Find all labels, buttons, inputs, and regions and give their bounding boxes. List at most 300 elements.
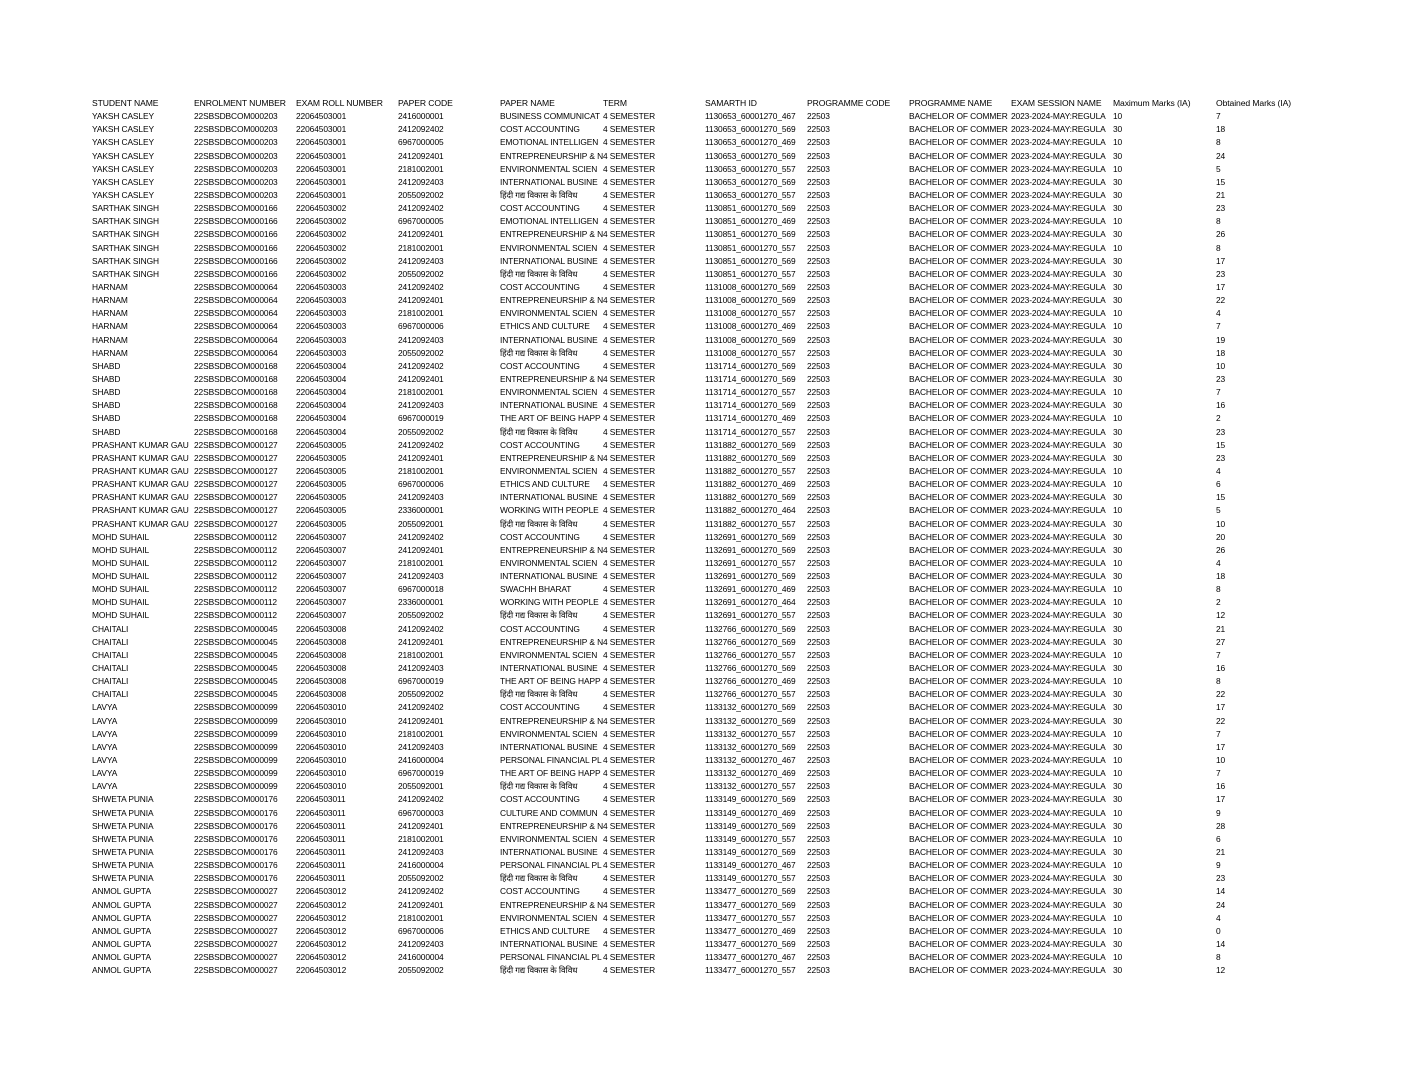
paper-name-cell: ENVIRONMENTAL SCIEN xyxy=(500,728,598,739)
programme-code-cell: 22503 xyxy=(807,925,830,936)
samarth-id-cell: 1131882_60001270_569 xyxy=(705,492,796,503)
paper-code-cell: 2181002001 xyxy=(398,649,444,660)
maximum-marks-cell: 30 xyxy=(1113,295,1123,306)
obtained-marks-cell: 24 xyxy=(1216,150,1226,161)
maximum-marks-cell: 30 xyxy=(1113,886,1123,897)
term-cell: 4 SEMESTER xyxy=(603,426,656,437)
obtained-marks-cell: 18 xyxy=(1216,571,1226,582)
maximum-marks-cell: 10 xyxy=(1113,111,1123,122)
programme-code-cell: 22503 xyxy=(807,137,830,148)
programme-code-cell: 22503 xyxy=(807,610,830,621)
enrolment-number-cell: 22SBSDBCOM000112 xyxy=(194,597,277,608)
obtained-marks-cell: 18 xyxy=(1216,347,1226,358)
paper-code-cell: 2181002001 xyxy=(398,387,444,398)
programme-name-cell: BACHELOR OF COMMER xyxy=(909,216,1008,227)
exam-roll-number-cell: 22064503011 xyxy=(296,794,346,805)
term-cell: 4 SEMESTER xyxy=(603,965,656,976)
paper-name-cell: COST ACCOUNTING xyxy=(500,531,580,542)
paper-code-cell: 2181002001 xyxy=(398,242,444,253)
enrolment-number-cell: 22SBSDBCOM000064 xyxy=(194,295,278,306)
exam-session-cell: 2023-2024-MAY:REGULA xyxy=(1011,623,1106,634)
exam-roll-number-cell: 22064503002 xyxy=(296,216,347,227)
student-name-cell: SHABD xyxy=(92,400,121,411)
programme-code-cell: 22503 xyxy=(807,584,830,595)
programme-name-cell: BACHELOR OF COMMER xyxy=(909,939,1008,949)
maximum-marks-cell: 10 xyxy=(1113,163,1123,174)
samarth-id-cell: 1130851_60001270_557 xyxy=(705,268,796,279)
paper-name-cell: INTERNATIONAL BUSINE xyxy=(500,334,598,345)
paper-code-cell: 2055092002 xyxy=(398,268,444,279)
paper-name-cell: INTERNATIONAL BUSINE xyxy=(500,741,598,752)
obtained-marks-cell: 7 xyxy=(1216,649,1221,660)
enrolment-number-cell: 22SBSDBCOM000112 xyxy=(194,610,277,621)
obtained-marks-cell: 4 xyxy=(1216,912,1221,923)
enrolment-number-cell: 22SBSDBCOM000027 xyxy=(194,925,278,936)
paper-name-cell: ENVIRONMENTAL SCIEN xyxy=(500,833,598,844)
enrolment-number-cell: 22SBSDBCOM000203 xyxy=(194,124,278,135)
enrolment-number-cell: 22SBSDBCOM000099 xyxy=(194,702,278,713)
paper-code-cell: 6967000019 xyxy=(398,676,444,687)
paper-code-cell: 2412092403 xyxy=(398,939,444,949)
programme-code-cell: 22503 xyxy=(807,952,830,963)
column-header: PAPER CODE xyxy=(398,98,453,108)
obtained-marks-cell: 15 xyxy=(1216,492,1226,503)
programme-code-cell: 22503 xyxy=(807,768,830,779)
maximum-marks-cell: 10 xyxy=(1113,860,1123,871)
exam-session-cell: 2023-2024-MAY:REGULA xyxy=(1011,268,1106,279)
paper-name-cell: ENTREPRENEURSHIP & N xyxy=(500,715,603,726)
exam-roll-number-cell: 22064503010 xyxy=(296,741,347,752)
paper-code-cell: 2412092401 xyxy=(398,229,444,240)
exam-session-cell: 2023-2024-MAY:REGULA xyxy=(1011,439,1106,450)
programme-code-cell: 22503 xyxy=(807,557,830,568)
obtained-marks-cell: 22 xyxy=(1216,295,1226,306)
samarth-id-cell: 1133477_60001270_569 xyxy=(705,886,796,897)
paper-code-cell: 6967000003 xyxy=(398,807,444,818)
exam-session-cell: 2023-2024-MAY:REGULA xyxy=(1011,426,1106,437)
enrolment-number-cell: 22SBSDBCOM000127 xyxy=(194,479,278,490)
enrolment-number-cell: 22SBSDBCOM000203 xyxy=(194,111,278,122)
term-cell: 4 SEMESTER xyxy=(603,663,656,674)
samarth-id-cell: 1132691_60001270_557 xyxy=(705,610,796,621)
samarth-id-cell: 1133132_60001270_569 xyxy=(705,741,796,752)
term-cell: 4 SEMESTER xyxy=(603,439,656,450)
paper-code-cell: 2412092401 xyxy=(398,715,444,726)
programme-code-cell: 22503 xyxy=(807,387,830,398)
samarth-id-cell: 1131882_60001270_469 xyxy=(705,479,796,490)
student-name-cell: SARTHAK SINGH xyxy=(92,268,159,279)
obtained-marks-cell: 10 xyxy=(1216,755,1226,766)
enrolment-number-cell: 22SBSDBCOM000203 xyxy=(194,137,278,148)
exam-session-cell: 2023-2024-MAY:REGULA xyxy=(1011,584,1106,595)
column-header: Obtained Marks (IA) xyxy=(1216,98,1291,108)
exam-roll-number-cell: 22064503012 xyxy=(296,965,347,976)
paper-name-cell: ENTREPRENEURSHIP & N xyxy=(500,150,603,161)
programme-code-cell: 22503 xyxy=(807,886,830,897)
programme-name-cell: BACHELOR OF COMMER xyxy=(909,255,1008,266)
student-name-cell: LAVYA xyxy=(92,768,118,779)
maximum-marks-cell: 30 xyxy=(1113,426,1123,437)
student-name-cell: LAVYA xyxy=(92,741,118,752)
maximum-marks-cell: 10 xyxy=(1113,242,1123,253)
enrolment-number-cell: 22SBSDBCOM000168 xyxy=(194,360,278,371)
exam-roll-number-cell: 22064503012 xyxy=(296,899,347,910)
maximum-marks-cell: 10 xyxy=(1113,676,1123,687)
exam-session-cell: 2023-2024-MAY:REGULA xyxy=(1011,965,1106,976)
exam-roll-number-cell: 22064503011 xyxy=(296,847,346,858)
enrolment-number-cell: 22SBSDBCOM000176 xyxy=(194,820,278,831)
exam-session-cell: 2023-2024-MAY:REGULA xyxy=(1011,387,1106,398)
exam-session-cell: 2023-2024-MAY:REGULA xyxy=(1011,925,1106,936)
obtained-marks-cell: 10 xyxy=(1216,518,1226,529)
exam-roll-number-cell: 22064503007 xyxy=(296,544,347,555)
exam-roll-number-cell: 22064503011 xyxy=(296,860,346,871)
samarth-id-cell: 1132766_60001270_569 xyxy=(705,663,796,674)
programme-name-cell: BACHELOR OF COMMER xyxy=(909,649,1008,660)
exam-session-cell: 2023-2024-MAY:REGULA xyxy=(1011,479,1106,490)
term-cell: 4 SEMESTER xyxy=(603,741,656,752)
maximum-marks-cell: 30 xyxy=(1113,873,1123,884)
paper-name-cell: BUSINESS COMMUNICAT xyxy=(500,111,600,122)
maximum-marks-cell: 30 xyxy=(1113,400,1123,411)
paper-name-cell: COST ACCOUNTING xyxy=(500,281,580,292)
obtained-marks-cell: 23 xyxy=(1216,268,1226,279)
programme-code-cell: 22503 xyxy=(807,807,830,818)
student-name-cell: YAKSH CASLEY xyxy=(92,163,154,174)
programme-code-cell: 22503 xyxy=(807,308,830,319)
exam-session-cell: 2023-2024-MAY:REGULA xyxy=(1011,899,1106,910)
student-name-cell: HARNAM xyxy=(92,321,128,332)
student-name-cell: ANMOL GUPTA xyxy=(92,925,151,936)
term-cell: 4 SEMESTER xyxy=(603,820,656,831)
exam-roll-number-cell: 22064503008 xyxy=(296,663,347,674)
samarth-id-cell: 1131008_60001270_569 xyxy=(705,334,796,345)
programme-name-cell: BACHELOR OF COMMER xyxy=(909,334,1008,345)
enrolment-number-cell: 22SBSDBCOM000176 xyxy=(194,873,278,884)
paper-code-cell: 2181002001 xyxy=(398,308,444,319)
exam-session-cell: 2023-2024-MAY:REGULA xyxy=(1011,768,1106,779)
obtained-marks-cell: 8 xyxy=(1216,137,1221,148)
programme-name-cell: BACHELOR OF COMMER xyxy=(909,452,1008,463)
programme-code-cell: 22503 xyxy=(807,373,830,384)
exam-session-cell: 2023-2024-MAY:REGULA xyxy=(1011,295,1106,306)
maximum-marks-cell: 30 xyxy=(1113,176,1123,187)
column-header: Maximum Marks (IA) xyxy=(1113,98,1191,108)
programme-code-cell: 22503 xyxy=(807,847,830,858)
paper-code-cell: 2055092001 xyxy=(398,518,444,529)
programme-code-cell: 22503 xyxy=(807,873,830,884)
enrolment-number-cell: 22SBSDBCOM000099 xyxy=(194,768,278,779)
exam-roll-number-cell: 22064503003 xyxy=(296,281,347,292)
samarth-id-cell: 1131008_60001270_469 xyxy=(705,321,796,332)
student-name-cell: CHAITALI xyxy=(92,663,129,674)
obtained-marks-cell: 7 xyxy=(1216,321,1221,332)
term-cell: 4 SEMESTER xyxy=(603,400,656,411)
paper-code-cell: 2416000004 xyxy=(398,860,444,871)
term-cell: 4 SEMESTER xyxy=(603,295,656,306)
programme-name-cell: BACHELOR OF COMMER xyxy=(909,557,1008,568)
programme-code-cell: 22503 xyxy=(807,820,830,831)
term-cell: 4 SEMESTER xyxy=(603,912,656,923)
student-name-cell: SHWETA PUNIA xyxy=(92,833,154,844)
programme-code-cell: 22503 xyxy=(807,728,830,739)
maximum-marks-cell: 30 xyxy=(1113,492,1123,503)
exam-session-cell: 2023-2024-MAY:REGULA xyxy=(1011,216,1106,227)
paper-code-cell: 2412092403 xyxy=(398,663,444,674)
term-cell: 4 SEMESTER xyxy=(603,952,656,963)
samarth-id-cell: 1133477_60001270_569 xyxy=(705,899,796,910)
samarth-id-cell: 1130851_60001270_557 xyxy=(705,242,796,253)
student-name-cell: YAKSH CASLEY xyxy=(92,124,154,135)
exam-session-cell: 2023-2024-MAY:REGULA xyxy=(1011,400,1106,411)
exam-session-cell: 2023-2024-MAY:REGULA xyxy=(1011,728,1106,739)
paper-name-cell: ENVIRONMENTAL SCIEN xyxy=(500,387,598,398)
obtained-marks-cell: 2 xyxy=(1216,597,1221,608)
paper-name-cell: INTERNATIONAL BUSINE xyxy=(500,663,598,674)
enrolment-number-cell: 22SBSDBCOM000176 xyxy=(194,794,278,805)
obtained-marks-cell: 16 xyxy=(1216,400,1226,411)
enrolment-number-cell: 22SBSDBCOM000064 xyxy=(194,281,278,292)
enrolment-number-cell: 22SBSDBCOM000027 xyxy=(194,952,278,963)
term-cell: 4 SEMESTER xyxy=(603,373,656,384)
maximum-marks-cell: 10 xyxy=(1113,649,1123,660)
programme-code-cell: 22503 xyxy=(807,268,830,279)
samarth-id-cell: 1132691_60001270_569 xyxy=(705,571,796,582)
exam-roll-number-cell: 22064503010 xyxy=(296,755,347,766)
student-name-cell: SHWETA PUNIA xyxy=(92,847,154,858)
student-name-cell: HARNAM xyxy=(92,281,128,292)
exam-roll-number-cell: 22064503010 xyxy=(296,728,347,739)
exam-session-cell: 2023-2024-MAY:REGULA xyxy=(1011,741,1106,752)
paper-code-cell: 2412092401 xyxy=(398,820,444,831)
exam-roll-number-cell: 22064503010 xyxy=(296,781,347,792)
maximum-marks-cell: 30 xyxy=(1113,360,1123,371)
obtained-marks-cell: 0 xyxy=(1216,925,1221,936)
paper-name-cell: ENTREPRENEURSHIP & N xyxy=(500,636,603,647)
exam-roll-number-cell: 22064503012 xyxy=(296,925,347,936)
programme-name-cell: BACHELOR OF COMMER xyxy=(909,465,1008,476)
maximum-marks-cell: 30 xyxy=(1113,636,1123,647)
term-cell: 4 SEMESTER xyxy=(603,755,656,766)
samarth-id-cell: 1132691_60001270_464 xyxy=(705,597,796,608)
programme-name-cell: BACHELOR OF COMMER xyxy=(909,360,1008,371)
paper-code-cell: 2181002001 xyxy=(398,728,444,739)
paper-code-cell: 2412092401 xyxy=(398,452,444,463)
obtained-marks-cell: 9 xyxy=(1216,807,1221,818)
paper-code-cell: 2055092002 xyxy=(398,873,444,884)
paper-code-cell: 2416000004 xyxy=(398,755,444,766)
exam-session-cell: 2023-2024-MAY:REGULA xyxy=(1011,452,1106,463)
obtained-marks-cell: 23 xyxy=(1216,203,1226,214)
column-header: ENROLMENT NUMBER xyxy=(194,98,286,108)
exam-session-cell: 2023-2024-MAY:REGULA xyxy=(1011,649,1106,660)
enrolment-number-cell: 22SBSDBCOM000099 xyxy=(194,755,278,766)
enrolment-number-cell: 22SBSDBCOM000127 xyxy=(194,465,278,476)
term-cell: 4 SEMESTER xyxy=(603,768,656,779)
student-name-cell: SHWETA PUNIA xyxy=(92,860,154,871)
paper-name-cell: COST ACCOUNTING xyxy=(500,124,580,135)
programme-name-cell: BACHELOR OF COMMER xyxy=(909,203,1008,214)
maximum-marks-cell: 30 xyxy=(1113,229,1123,240)
exam-session-cell: 2023-2024-MAY:REGULA xyxy=(1011,807,1106,818)
maximum-marks-cell: 10 xyxy=(1113,137,1123,148)
programme-code-cell: 22503 xyxy=(807,741,830,752)
exam-roll-number-cell: 22064503004 xyxy=(296,426,347,437)
paper-name-cell: COST ACCOUNTING xyxy=(500,439,580,450)
paper-code-cell: 2181002001 xyxy=(398,912,444,923)
paper-name-cell: हिंदी गद्य विकास के विविध xyxy=(500,689,578,700)
programme-name-cell: BACHELOR OF COMMER xyxy=(909,728,1008,739)
term-cell: 4 SEMESTER xyxy=(603,124,656,135)
paper-code-cell: 2181002001 xyxy=(398,465,444,476)
maximum-marks-cell: 30 xyxy=(1113,518,1123,529)
programme-code-cell: 22503 xyxy=(807,360,830,371)
term-cell: 4 SEMESTER xyxy=(603,886,656,897)
enrolment-number-cell: 22SBSDBCOM000203 xyxy=(194,189,278,200)
exam-roll-number-cell: 22064503007 xyxy=(296,531,347,542)
programme-code-cell: 22503 xyxy=(807,689,830,700)
obtained-marks-cell: 17 xyxy=(1216,702,1226,713)
student-name-cell: SARTHAK SINGH xyxy=(92,255,159,266)
exam-roll-number-cell: 22064503002 xyxy=(296,268,347,279)
programme-name-cell: BACHELOR OF COMMER xyxy=(909,847,1008,858)
term-cell: 4 SEMESTER xyxy=(603,860,656,871)
enrolment-number-cell: 22SBSDBCOM000027 xyxy=(194,886,278,897)
samarth-id-cell: 1132766_60001270_469 xyxy=(705,676,796,687)
term-cell: 4 SEMESTER xyxy=(603,676,656,687)
maximum-marks-cell: 10 xyxy=(1113,807,1123,818)
obtained-marks-cell: 10 xyxy=(1216,360,1226,371)
programme-name-cell: BACHELOR OF COMMER xyxy=(909,741,1008,752)
obtained-marks-cell: 17 xyxy=(1216,281,1226,292)
exam-session-cell: 2023-2024-MAY:REGULA xyxy=(1011,492,1106,503)
exam-roll-number-cell: 22064503004 xyxy=(296,413,347,424)
obtained-marks-cell: 22 xyxy=(1216,689,1226,700)
enrolment-number-cell: 22SBSDBCOM000166 xyxy=(194,203,278,214)
paper-code-cell: 2412092401 xyxy=(398,899,444,910)
term-cell: 4 SEMESTER xyxy=(603,229,656,240)
enrolment-number-cell: 22SBSDBCOM000045 xyxy=(194,689,278,700)
samarth-id-cell: 1131008_60001270_569 xyxy=(705,281,796,292)
programme-code-cell: 22503 xyxy=(807,479,830,490)
programme-name-cell: BACHELOR OF COMMER xyxy=(909,873,1008,884)
programme-name-cell: BACHELOR OF COMMER xyxy=(909,137,1008,148)
maximum-marks-cell: 30 xyxy=(1113,741,1123,752)
programme-name-cell: BACHELOR OF COMMER xyxy=(909,176,1008,187)
programme-name-cell: BACHELOR OF COMMER xyxy=(909,610,1008,621)
samarth-id-cell: 1132766_60001270_569 xyxy=(705,623,796,634)
term-cell: 4 SEMESTER xyxy=(603,833,656,844)
enrolment-number-cell: 22SBSDBCOM000099 xyxy=(194,741,278,752)
obtained-marks-cell: 27 xyxy=(1216,636,1226,647)
enrolment-number-cell: 22SBSDBCOM000176 xyxy=(194,860,278,871)
student-name-cell: HARNAM xyxy=(92,334,128,345)
maximum-marks-cell: 30 xyxy=(1113,347,1123,358)
samarth-id-cell: 1133149_60001270_569 xyxy=(705,847,796,858)
programme-code-cell: 22503 xyxy=(807,321,830,332)
obtained-marks-cell: 5 xyxy=(1216,505,1221,516)
enrolment-number-cell: 22SBSDBCOM000203 xyxy=(194,150,278,161)
maximum-marks-cell: 10 xyxy=(1113,728,1123,739)
exam-session-cell: 2023-2024-MAY:REGULA xyxy=(1011,347,1106,358)
exam-roll-number-cell: 22064503012 xyxy=(296,939,347,949)
samarth-id-cell: 1132691_60001270_557 xyxy=(705,557,796,568)
maximum-marks-cell: 10 xyxy=(1113,321,1123,332)
programme-code-cell: 22503 xyxy=(807,505,830,516)
programme-name-cell: BACHELOR OF COMMER xyxy=(909,755,1008,766)
paper-code-cell: 2412092403 xyxy=(398,571,444,582)
enrolment-number-cell: 22SBSDBCOM000176 xyxy=(194,807,278,818)
student-name-cell: SHABD xyxy=(92,426,121,437)
paper-code-cell: 2181002001 xyxy=(398,833,444,844)
exam-session-cell: 2023-2024-MAY:REGULA xyxy=(1011,794,1106,805)
term-cell: 4 SEMESTER xyxy=(603,334,656,345)
column-header: STUDENT NAME xyxy=(92,98,159,108)
term-cell: 4 SEMESTER xyxy=(603,847,656,858)
term-cell: 4 SEMESTER xyxy=(603,518,656,529)
student-name-cell: MOHD SUHAIL xyxy=(92,597,150,608)
student-name-cell: SARTHAK SINGH xyxy=(92,242,159,253)
exam-roll-number-cell: 22064503010 xyxy=(296,768,347,779)
student-name-cell: LAVYA xyxy=(92,702,118,713)
programme-code-cell: 22503 xyxy=(807,544,830,555)
obtained-marks-cell: 23 xyxy=(1216,426,1226,437)
term-cell: 4 SEMESTER xyxy=(603,807,656,818)
programme-name-cell: BACHELOR OF COMMER xyxy=(909,505,1008,516)
enrolment-number-cell: 22SBSDBCOM000112 xyxy=(194,571,277,582)
term-cell: 4 SEMESTER xyxy=(603,492,656,503)
paper-name-cell: INTERNATIONAL BUSINE xyxy=(500,255,598,266)
programme-code-cell: 22503 xyxy=(807,912,830,923)
paper-name-cell: PERSONAL FINANCIAL PL xyxy=(500,952,602,963)
column-header: EXAM ROLL NUMBER xyxy=(296,98,383,108)
exam-roll-number-cell: 22064503004 xyxy=(296,360,347,371)
samarth-id-cell: 1130851_60001270_569 xyxy=(705,255,796,266)
student-name-cell: MOHD SUHAIL xyxy=(92,584,150,595)
programme-code-cell: 22503 xyxy=(807,426,830,437)
samarth-id-cell: 1133149_60001270_557 xyxy=(705,833,796,844)
exam-session-cell: 2023-2024-MAY:REGULA xyxy=(1011,873,1106,884)
programme-code-cell: 22503 xyxy=(807,347,830,358)
programme-name-cell: BACHELOR OF COMMER xyxy=(909,413,1008,424)
maximum-marks-cell: 10 xyxy=(1113,833,1123,844)
samarth-id-cell: 1133477_60001270_467 xyxy=(705,952,796,963)
exam-roll-number-cell: 22064503002 xyxy=(296,242,347,253)
obtained-marks-cell: 8 xyxy=(1216,584,1221,595)
samarth-id-cell: 1131714_60001270_557 xyxy=(705,387,796,398)
samarth-id-cell: 1130653_60001270_467 xyxy=(705,111,796,122)
samarth-id-cell: 1133477_60001270_469 xyxy=(705,925,796,936)
exam-roll-number-cell: 22064503007 xyxy=(296,571,347,582)
maximum-marks-cell: 30 xyxy=(1113,531,1123,542)
student-name-cell: MOHD SUHAIL xyxy=(92,571,150,582)
maximum-marks-cell: 10 xyxy=(1113,413,1123,424)
samarth-id-cell: 1131008_60001270_557 xyxy=(705,308,796,319)
exam-session-cell: 2023-2024-MAY:REGULA xyxy=(1011,281,1106,292)
exam-roll-number-cell: 22064503007 xyxy=(296,610,347,621)
samarth-id-cell: 1133132_60001270_467 xyxy=(705,755,796,766)
student-name-cell: ANMOL GUPTA xyxy=(92,965,151,976)
paper-name-cell: ENTREPRENEURSHIP & N xyxy=(500,544,603,555)
samarth-id-cell: 1133149_60001270_467 xyxy=(705,860,796,871)
samarth-id-cell: 1131882_60001270_464 xyxy=(705,505,796,516)
enrolment-number-cell: 22SBSDBCOM000203 xyxy=(194,176,278,187)
student-name-cell: HARNAM xyxy=(92,308,128,319)
enrolment-number-cell: 22SBSDBCOM000027 xyxy=(194,965,278,976)
paper-name-cell: हिंदी गद्य विकास के विविध xyxy=(500,347,578,358)
term-cell: 4 SEMESTER xyxy=(603,413,656,424)
obtained-marks-cell: 14 xyxy=(1216,886,1226,897)
